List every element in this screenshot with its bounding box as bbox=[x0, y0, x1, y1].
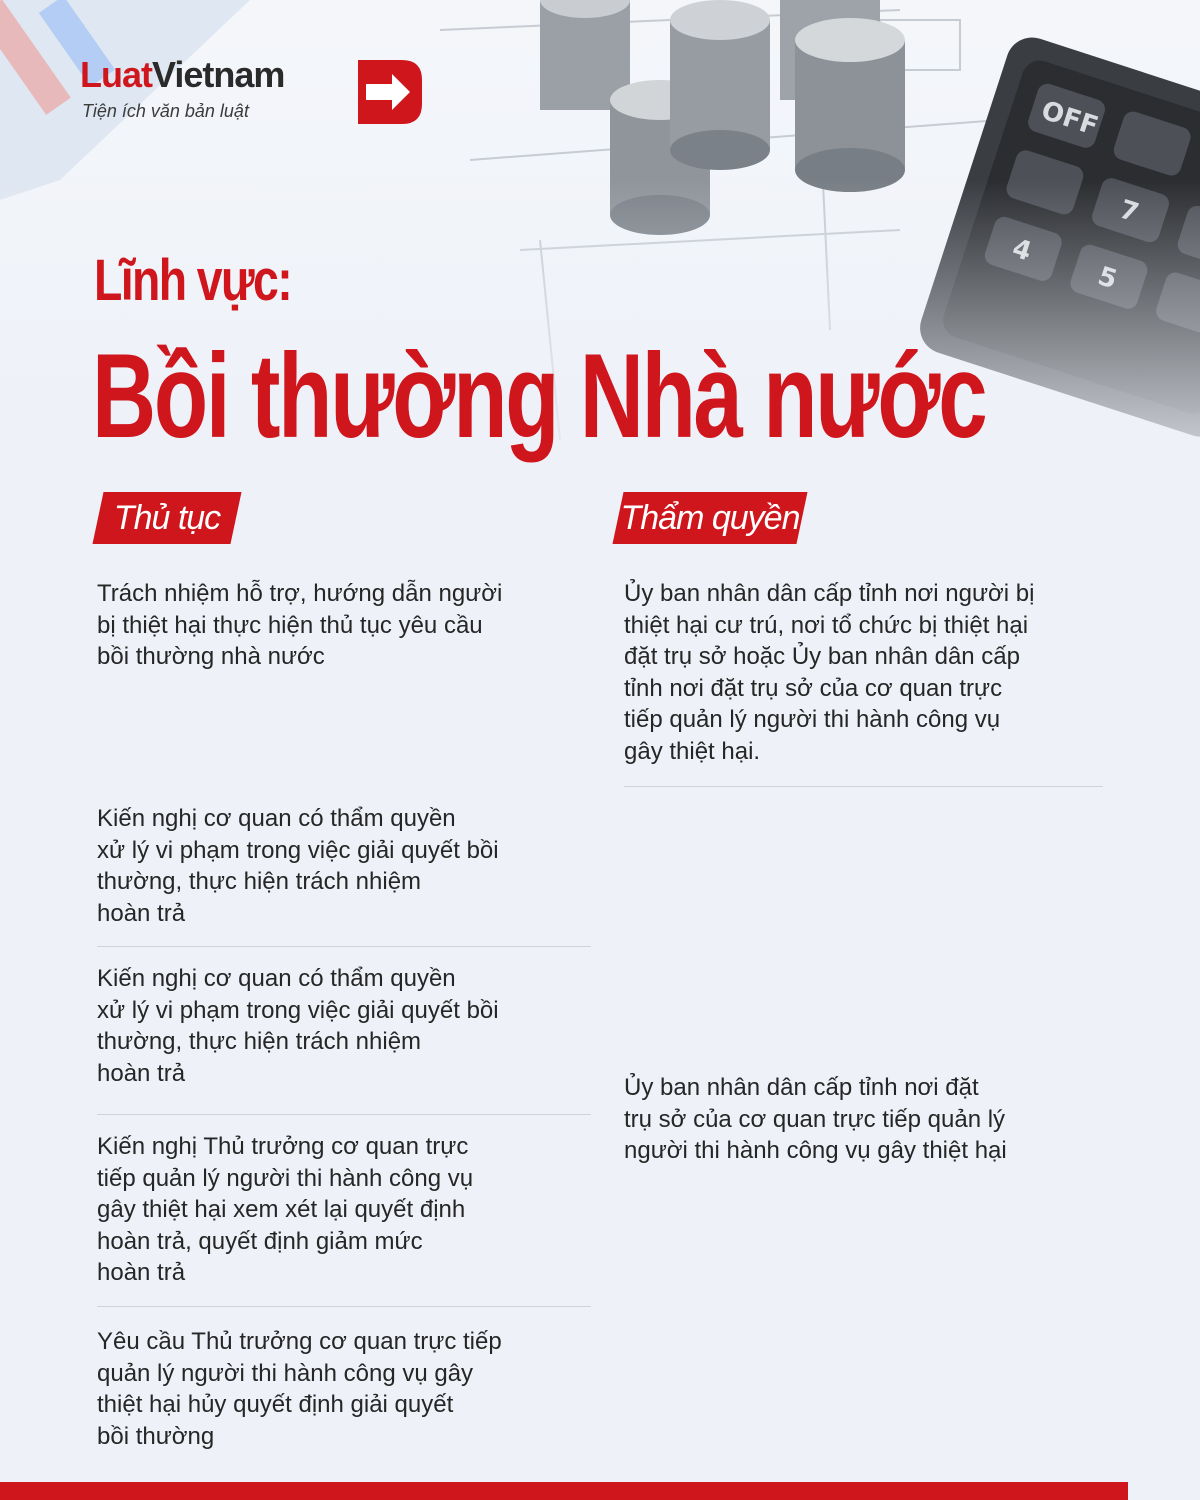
procedure-item-5: Yêu cầu Thủ trưởng cơ quan trực tiếp quản lý người thi hành công vụ gây thiệt hại hủy quyết định giải quyết bồi thường bbox=[97, 1328, 502, 1450]
luatvietnam-logo bbox=[80, 52, 350, 132]
logo-arrow-icon bbox=[352, 54, 424, 130]
logo-wordmark: LuatVietnam bbox=[80, 54, 285, 95]
footer-bar bbox=[0, 1482, 1128, 1500]
procedure-divider bbox=[97, 1306, 591, 1307]
procedure-divider bbox=[97, 1114, 591, 1115]
field-label: Lĩnh vực: bbox=[94, 248, 292, 313]
procedure-item-1: Trách nhiệm hỗ trợ, hướng dẫn người bị thiệt hại thực hiện thủ tục yêu cầu bồi thường nhà nước bbox=[97, 580, 503, 670]
svg-text:OFF: OFF bbox=[1037, 95, 1102, 142]
procedure-divider bbox=[97, 946, 591, 947]
authority-item-2: Ủy ban nhân dân cấp tỉnh nơi đặt trụ sở của cơ quan trực tiếp quản lý người thi hành công vụ gây thiệt hại bbox=[624, 1074, 1007, 1164]
procedure-item-4: Kiến nghị Thủ trưởng cơ quan trực tiếp quản lý người thi hành công vụ gây thiệt hại xem xét lại quyết định hoàn trả, quyết định giảm mức hoàn trả bbox=[97, 1133, 474, 1286]
page-title: Bồi thường Nhà nước bbox=[92, 329, 986, 463]
logo-tagline: Tiện ích văn bản luật bbox=[82, 101, 249, 121]
authority-item-1: Ủy ban nhân dân cấp tỉnh nơi người bị thiệt hại cư trú, nơi tổ chức bị thiệt hại đặt trụ sở hoặc Ủy ban nhân dân cấp tỉnh nơi đặt trụ sở của cơ quan trực tiếp quản lý người thi hành công vụ gây thiệt hại. bbox=[624, 580, 1035, 765]
authority-column-header: Thẩm quyền bbox=[612, 492, 807, 544]
procedure-item-3: Kiến nghị cơ quan có thẩm quyền xử lý vi phạm trong việc giải quyết bồi thường, thực hiện trách nhiệm hoàn trả bbox=[97, 965, 499, 1087]
procedure-column-header: Thủ tục bbox=[92, 492, 241, 544]
procedure-item-2: Kiến nghị cơ quan có thẩm quyền xử lý vi phạm trong việc giải quyết bồi thường, thực hiện trách nhiệm hoàn trả bbox=[97, 805, 499, 927]
authority-divider bbox=[624, 786, 1103, 787]
